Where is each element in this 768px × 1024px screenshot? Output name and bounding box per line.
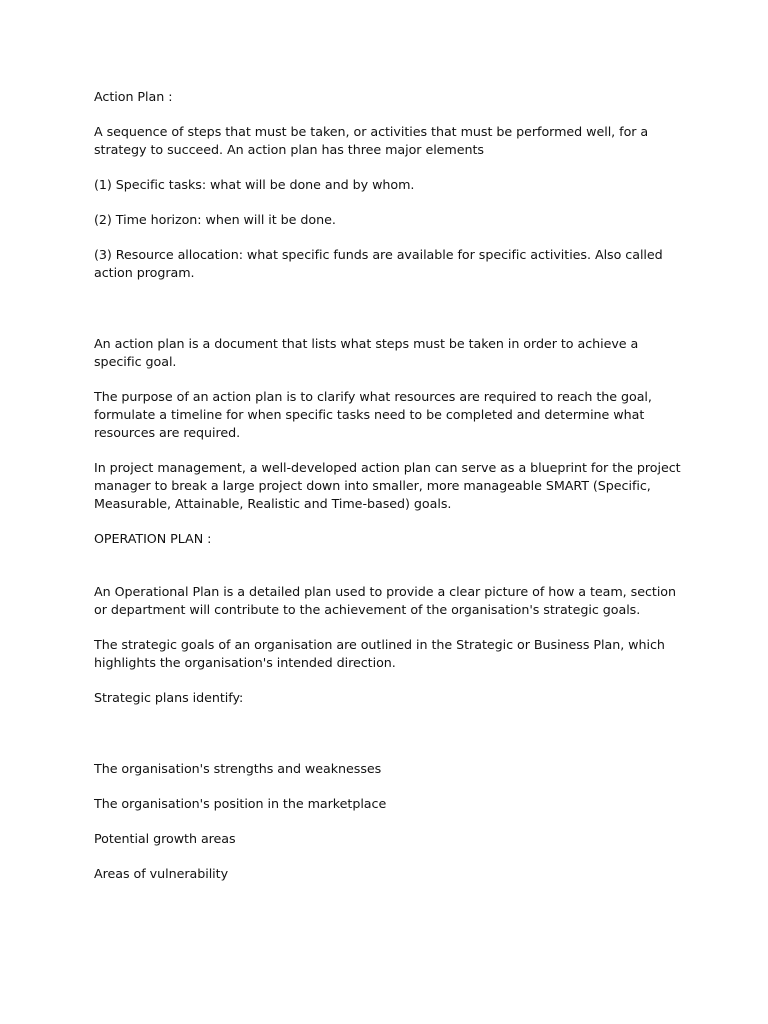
strategic-plans-identify-label: Strategic plans identify: <box>94 690 244 705</box>
element-2-paragraph: (2) Time horizon: when will it be done. <box>94 212 336 227</box>
identify-item: Areas of vulnerability <box>94 866 229 881</box>
identify-item: The organisation's position in the marketplace <box>94 796 387 811</box>
identify-item: The organisation's strengths and weaknesses <box>94 761 382 776</box>
strategic-goals-paragraph: The strategic goals of an organisation are outlined in the Strategic or Business Plan, which highlights the organisation's intended direction. <box>94 637 665 670</box>
action-plan-definition: A sequence of steps that must be taken, or activities that must be performed well, for a strategy to succeed. An action plan has three major elements <box>94 124 649 157</box>
element-1-paragraph: (1) Specific tasks: what will be done and by whom. <box>94 177 415 192</box>
project-management-paragraph: In project management, a well-developed action plan can serve as a blueprint for the project manager to break a large project down into smaller, more manageable SMART (Specific, Measurable, Attainable, Realistic and Time-based) goals. <box>94 460 681 511</box>
action-plan-heading: Action Plan : <box>94 89 173 104</box>
operational-plan-definition: An Operational Plan is a detailed plan used to provide a clear picture of how a team, section or department will contribute to the achievement of the organisation's strategic goals. <box>94 584 676 617</box>
identify-item: Potential growth areas <box>94 831 236 846</box>
action-plan-document-paragraph: An action plan is a document that lists what steps must be taken in order to achieve a specific goal. <box>94 336 639 369</box>
element-3-paragraph: (3) Resource allocation: what specific funds are available for specific activities. Also called action program. <box>94 247 663 280</box>
operation-plan-heading: OPERATION PLAN : <box>94 531 212 546</box>
document-body <box>94 88 684 883</box>
action-plan-purpose-paragraph: The purpose of an action plan is to clarify what resources are required to reach the goal, formulate a timeline for when specific tasks need to be completed and determine what resources are required. <box>94 389 652 440</box>
